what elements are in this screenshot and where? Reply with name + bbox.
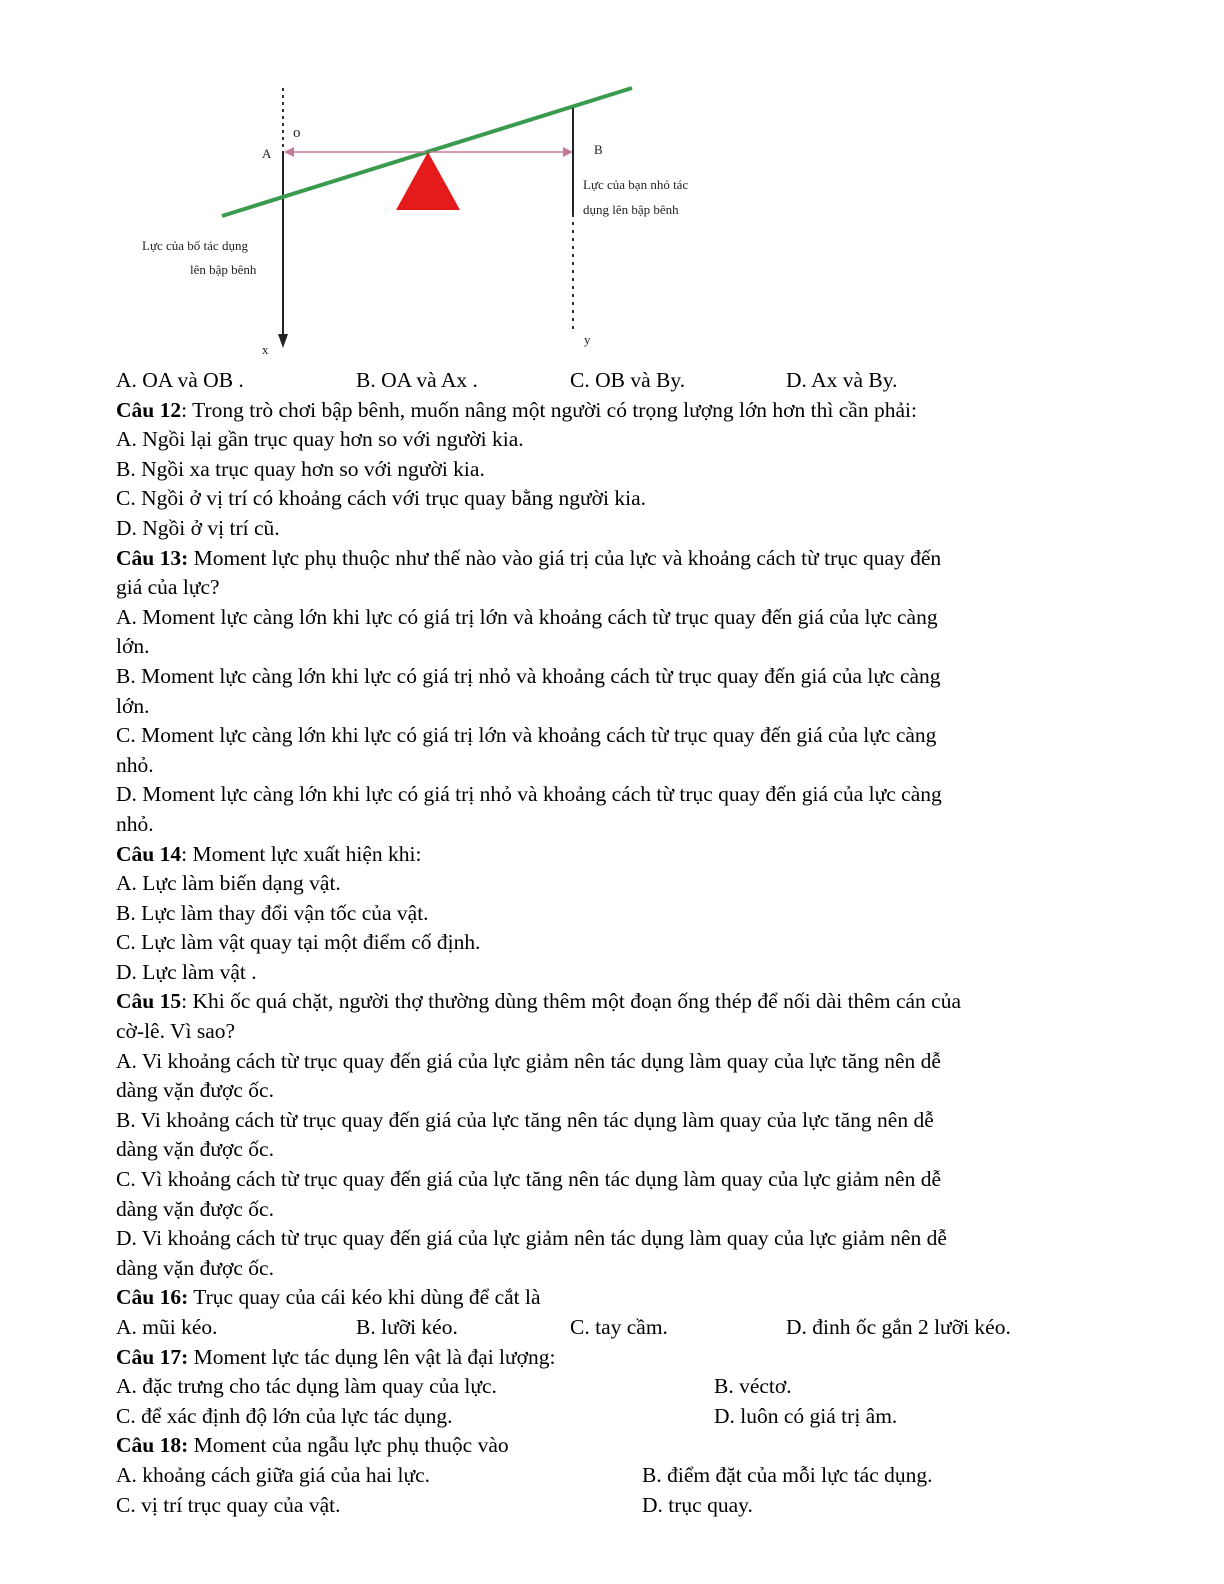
q18-number: Câu 18: — [116, 1433, 189, 1458]
q14-text: : Moment lực xuất hiện khi: — [181, 841, 422, 866]
label-father-force-2: lên bập bênh — [190, 262, 257, 277]
q15-option-b-2: dàng vặn được ốc. — [116, 1137, 274, 1162]
q12-option-c: C. Ngồi ở vị trí có khoảng cách với trục quay bằng người kia. — [116, 486, 646, 511]
q13-text-2: giá của lực? — [116, 575, 220, 600]
q13-option-b-1: B. Moment lực càng lớn khi lực có giá trị nhỏ và khoảng cách từ trục quay đến giá của lực càng — [116, 663, 941, 688]
q17-number: Câu 17: — [116, 1344, 189, 1369]
q13-number: Câu 13: — [116, 545, 189, 570]
q12-stem — [116, 396, 1126, 426]
q15-text-2: cờ-lê. Vì sao? — [116, 1019, 236, 1044]
q18-stem — [116, 1431, 1126, 1461]
q13-option-a-1: A. Moment lực càng lớn khi lực có giá trị lớn và khoảng cách từ trục quay đến giá của lực càng — [116, 604, 938, 629]
label-a: A — [262, 146, 272, 161]
q16-stem — [116, 1283, 1126, 1313]
q14-number: Câu 14 — [116, 841, 182, 866]
q12-option-a: A. Ngồi lại gần trục quay hơn so với người kia. — [116, 427, 524, 452]
q17-option-a: A. đặc trưng cho tác dụng làm quay của lực. — [116, 1374, 497, 1399]
q18-text: Moment của ngẫu lực phụ thuộc vào — [188, 1433, 509, 1458]
label-o: o — [293, 125, 301, 141]
q12-option-b: B. Ngồi xa trục quay hơn so với người kia. — [116, 456, 485, 481]
label-y: y — [584, 332, 591, 347]
q13-option-a-2: lớn. — [116, 634, 150, 659]
seesaw-diagram — [130, 82, 730, 362]
arrow-ob-head — [563, 147, 573, 157]
label-b: B — [594, 142, 603, 157]
q14-stem — [116, 840, 1126, 870]
q14-option-a: A. Lực làm biến dạng vật. — [116, 871, 341, 896]
q13-option-d-1: D. Moment lực càng lớn khi lực có giá trị nhỏ và khoảng cách từ trục quay đến giá của lực càng — [116, 782, 942, 807]
q18-option-d: D. trục quay. — [642, 1492, 753, 1517]
q13-option-b-2: lớn. — [116, 693, 150, 718]
q13-option-c-1: C. Moment lực càng lớn khi lực có giá trị lớn và khoảng cách từ trục quay đến giá của lực càng — [116, 723, 937, 748]
label-x: x — [262, 342, 269, 357]
q15-stem — [116, 987, 1126, 1017]
q13-option-c-2: nhỏ. — [116, 752, 154, 777]
q17-option-d: D. luôn có giá trị âm. — [714, 1403, 898, 1428]
q18-option-a: A. khoảng cách giữa giá của hai lực. — [116, 1462, 431, 1487]
q14-option-c: C. Lực làm vật quay tại một điểm cố định. — [116, 930, 481, 955]
q17-options-row-2 — [116, 1402, 1126, 1432]
q11-option-b: B. OA và Ax . — [356, 368, 478, 392]
q18-options-row-1 — [116, 1461, 1126, 1491]
q13-option-d-2: nhỏ. — [116, 811, 154, 836]
q16-options — [116, 1313, 1126, 1343]
q15-option-c-1: C. Vì khoảng cách từ trục quay đến giá của lực tăng nên tác dụng làm quay của lực giảm nên dễ — [116, 1167, 942, 1192]
q11-options — [116, 366, 1126, 396]
q16-option-b: B. lưỡi kéo. — [356, 1315, 458, 1339]
q16-text: Trục quay của cái kéo khi dùng để cắt là — [188, 1285, 541, 1310]
q15-number: Câu 15 — [116, 989, 182, 1014]
q17-option-c: C. để xác định độ lớn của lực tác dụng. — [116, 1403, 453, 1428]
q11-option-a: A. OA và OB . — [116, 368, 244, 392]
q14-option-d: D. Lực làm vật . — [116, 959, 257, 984]
q12-option-d: D. Ngồi ở vị trí cũ. — [116, 515, 280, 540]
q16-number: Câu 16: — [116, 1285, 189, 1310]
label-father-force-1: Lực của bố tác dụng — [142, 238, 248, 253]
arrow-oa-head — [284, 147, 294, 157]
q18-options-row-2 — [116, 1491, 1126, 1521]
q12-text: : Trong trò chơi bập bênh, muốn nâng một người có trọng lượng lớn hơn thì cần phải: — [181, 397, 917, 422]
q16-option-c: C. tay cầm. — [570, 1315, 668, 1339]
q11-option-d: D. Ax và By. — [786, 368, 898, 392]
q15-option-b-1: B. Vi khoảng cách từ trục quay đến giá của lực tăng nên tác dụng làm quay của lực tăng nên dễ — [116, 1107, 934, 1132]
q17-text: Moment lực tác dụng lên vật là đại lượng: — [188, 1344, 556, 1369]
q15-option-d-1: D. Vi khoảng cách từ trục quay đến giá của lực giảm nên tác dụng làm quay của lực giảm nên dễ — [116, 1226, 947, 1251]
label-child-force-2: dụng lên bập bênh — [583, 202, 679, 217]
q12-number: Câu 12 — [116, 397, 182, 422]
q15-text-1: : Khi ốc quá chặt, người thợ thường dùng thêm một đoạn ống thép để nối dài thêm cán của — [181, 989, 961, 1014]
q14-option-b: B. Lực làm thay đổi vận tốc của vật. — [116, 900, 429, 925]
q17-options-row-1 — [116, 1372, 1126, 1402]
q17-stem — [116, 1343, 1126, 1373]
q18-option-b: B. điểm đặt của mỗi lực tác dụng. — [642, 1462, 933, 1487]
q18-option-c: C. vị trí trục quay của vật. — [116, 1492, 341, 1517]
father-force-arrowhead — [278, 334, 288, 348]
q17-option-b: B. véctơ. — [714, 1374, 792, 1399]
seesaw-figure — [130, 82, 730, 362]
q16-option-a: A. mũi kéo. — [116, 1315, 218, 1339]
q15-option-a-1: A. Vi khoảng cách từ trục quay đến giá của lực giảm nên tác dụng làm quay của lực tăng nên dễ — [116, 1048, 941, 1073]
q13-stem — [116, 544, 1126, 574]
q15-option-a-2: dàng vặn được ốc. — [116, 1078, 274, 1103]
q16-option-d: D. đinh ốc gắn 2 lưỡi kéo. — [786, 1315, 1011, 1339]
label-child-force-1: Lực của bạn nhỏ tác — [583, 177, 689, 192]
q11-option-c: C. OB và By. — [570, 368, 686, 392]
q13-text-1: Moment lực phụ thuộc như thế nào vào giá trị của lực và khoảng cách từ trục quay đến — [188, 545, 942, 570]
question-text — [116, 366, 1126, 1520]
q15-option-d-2: dàng vặn được ốc. — [116, 1255, 274, 1280]
q15-option-c-2: dàng vặn được ốc. — [116, 1196, 274, 1221]
